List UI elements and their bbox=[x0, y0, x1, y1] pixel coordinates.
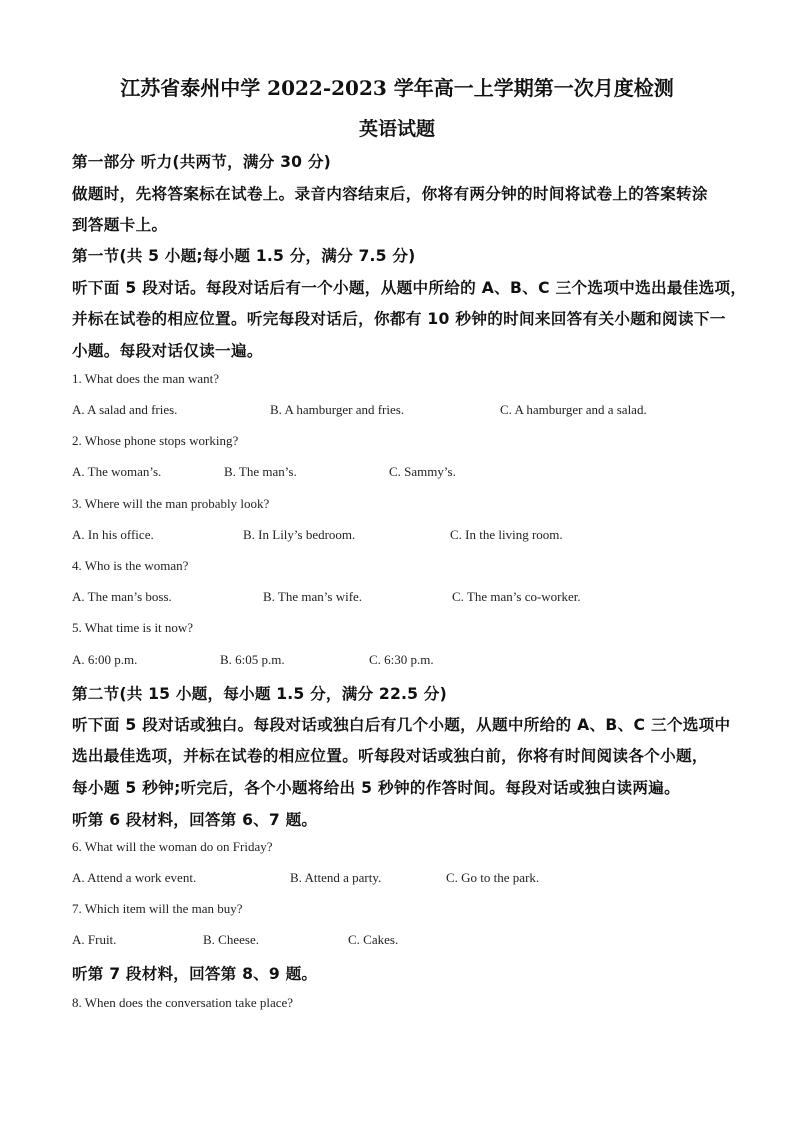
option-c: C. The man’s co-worker. bbox=[452, 589, 581, 604]
exam-title: 江苏省泰州中学 2022-2023 学年高一上学期第一次月度检测 bbox=[120, 76, 674, 100]
question-stem: 2. Whose phone stops working? bbox=[72, 433, 239, 448]
question-stem: 3. Where will the man probably look? bbox=[72, 496, 270, 511]
option-a: A. The man’s boss. bbox=[72, 589, 172, 604]
option-c: C. Go to the park. bbox=[446, 870, 540, 885]
material-heading: 听第 7 段材料，回答第 8、9 题。 bbox=[72, 965, 318, 983]
question-stem: 5. What time is it now? bbox=[72, 620, 194, 635]
option-a: A. The woman’s. bbox=[72, 464, 162, 479]
option-c: C. Cakes. bbox=[348, 932, 399, 947]
question-stem: 4. Who is the woman? bbox=[72, 558, 189, 573]
part1-instruction-line: 做题时，先将答案标在试卷上。录音内容结束后，你将有两分钟的时间将试卷上的答案转涂 bbox=[72, 185, 708, 203]
option-c: C. 6:30 p.m. bbox=[369, 652, 434, 667]
part1-heading: 第一部分 听力(共两节，满分 30 分) bbox=[72, 153, 331, 171]
option-b: B. The man’s wife. bbox=[263, 589, 363, 604]
question-stem: 8. When does the conversation take place? bbox=[72, 995, 294, 1010]
option-b: B. Cheese. bbox=[203, 932, 259, 947]
question-stem: 6. What will the woman do on Friday? bbox=[72, 839, 273, 854]
section1-instruction-line: 小题。每段对话仅读一遍。 bbox=[72, 342, 263, 360]
option-b: B. The man’s. bbox=[224, 464, 297, 479]
question-stem: 7. Which item will the man buy? bbox=[72, 901, 243, 916]
section2-instruction-line: 选出最佳选项，并标在试卷的相应位置。听每段对话或独白前，你将有时间阅读各个小题， bbox=[72, 747, 708, 765]
option-a: A. Fruit. bbox=[72, 932, 117, 947]
section2-instruction-line: 听下面 5 段对话或独白。每段对话或独白后有几个小题，从题中所给的 A、B、C 三个选项中 bbox=[72, 716, 731, 734]
option-b: B. A hamburger and fries. bbox=[270, 402, 405, 417]
section2-heading: 第二节(共 15 小题，每小题 1.5 分，满分 22.5 分) bbox=[72, 685, 447, 703]
option-a: A. 6:00 p.m. bbox=[72, 652, 138, 667]
option-b: B. In Lily’s bedroom. bbox=[243, 527, 356, 542]
option-a: A. In his office. bbox=[72, 527, 154, 542]
section1-instruction-line: 听下面 5 段对话。每段对话后有一个小题，从题中所给的 A、B、C 三个选项中选出最佳选项， bbox=[72, 279, 747, 297]
option-b: B. 6:05 p.m. bbox=[220, 652, 285, 667]
option-a: A. Attend a work event. bbox=[72, 870, 197, 885]
option-c: C. Sammy’s. bbox=[389, 464, 456, 479]
section1-heading: 第一节(共 5 小题;每小题 1.5 分，满分 7.5 分) bbox=[72, 247, 416, 265]
part1-instruction-line: 到答题卡上。 bbox=[72, 216, 168, 234]
option-b: B. Attend a party. bbox=[290, 870, 382, 885]
section2-instruction-line: 每小题 5 秒钟;听完后，各个小题将给出 5 秒钟的作答时间。每段对话或独白读两遍。 bbox=[72, 779, 681, 797]
option-a: A. A salad and fries. bbox=[72, 402, 178, 417]
material-heading: 听第 6 段材料，回答第 6、7 题。 bbox=[72, 811, 318, 829]
exam-subtitle: 英语试题 bbox=[358, 118, 435, 140]
option-c: C. A hamburger and a salad. bbox=[500, 402, 647, 417]
option-c: C. In the living room. bbox=[450, 527, 563, 542]
section1-instruction-line: 并标在试卷的相应位置。听完每段对话后，你都有 10 秒钟的时间来回答有关小题和阅读下一 bbox=[72, 310, 726, 328]
question-stem: 1. What does the man want? bbox=[72, 371, 220, 386]
